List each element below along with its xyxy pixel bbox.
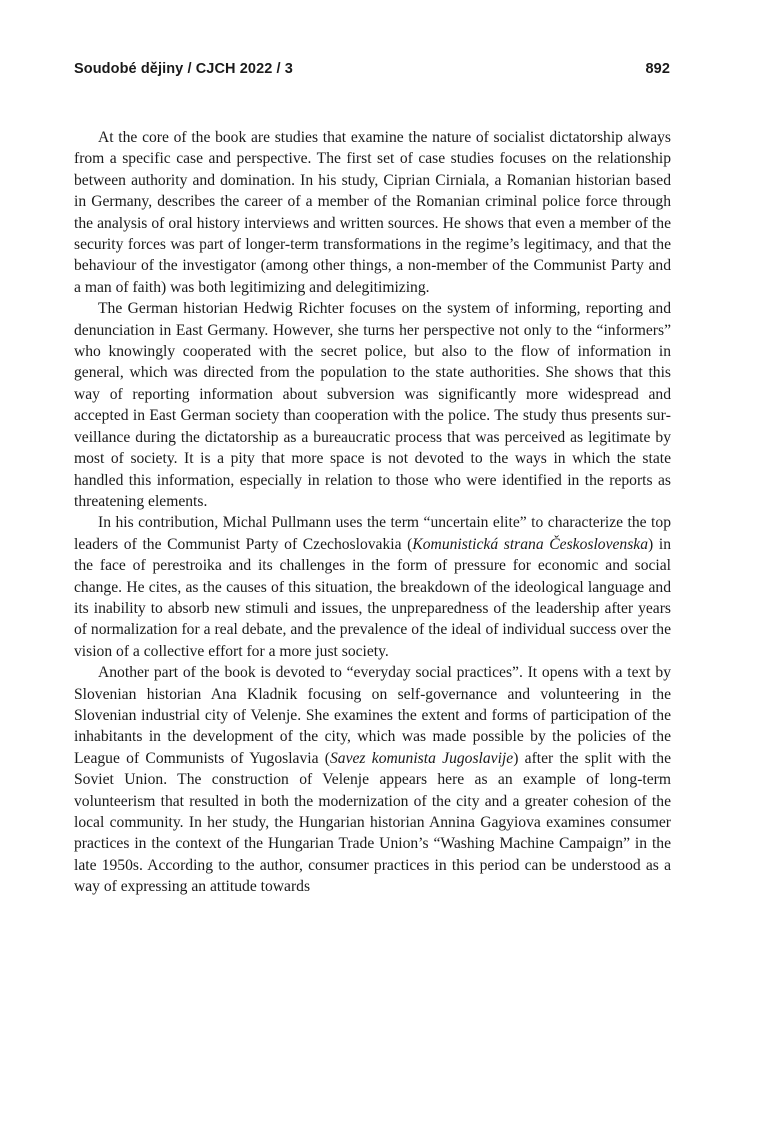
journal-title: Soudobé dějiny / CJCH 2022 / 3	[74, 61, 293, 77]
page-number: 892	[645, 61, 670, 77]
paragraph-text: ) in the face of perestroika and its challenges in the form of pressure for economic and social change. He cites, as the causes of this situation, the breakdown of the ideological language and its inability to absorb new stimuli and issues, the unpreparedness of the leadership after years of normalization for a real debate, and the prevalence of the ideal of individual success over the vision of a collective effort for a more just society.	[74, 535, 671, 660]
italic-term: Komunistická strana Československa	[412, 535, 649, 553]
italic-term: Savez komunista Jugoslavije	[330, 749, 514, 767]
paragraph-pullmann	[74, 512, 671, 662]
paragraph-core-studies: At the core of the book are studies that examine the nature of socialist dictatorship always from a specific case and perspective. The first set of case studies focuses on the relationship between authority and domination. In his study, Ciprian Cirniala, a Romanian historian based in Germany, describes the career of a member of the Romanian criminal police force through the analysis of oral history interviews and written sources. He shows that even a member of the security forces was part of longer-term transformations in the regime’s legitimacy, and that the behaviour of the investigator (among other things, a non-member of the Communist Party and a man of faith) was both legitimizing and delegitimizing.	[74, 129, 671, 296]
paragraph-text: ) after the split with the Soviet Union. The construction of Velenje appears here as an example of long-term volunteerism that resulted in both the modernization of the city and a greater cohesion of the local community. In her study, the Hungarian historian Annina Gagyiova examines consumer practices in the context of the Hungarian Trade Union’s “Washing Machine Campaign” in the late 1950s. According to the author, consumer practices in this period can be understood as a way of expressing an attitude towards	[74, 749, 671, 896]
paragraph-richter: The German historian Hedwig Richter focuses on the system of informing, reporting and denunciation in East Germany. However, she turns her perspective not only to the “informers” who knowingly cooperated with the secret police, but also to the flow of information in general, which was directed from the population to the state authorities. She shows that this way of reporting information about subversion was significantly more widespread and accepted in East German society than cooperation with the police. The study thus presents surveillance during the dictatorship as a bureaucratic process that was perceived as legitimate by most of society. It is a pity that more space is not devoted to the ways in which the state handled this information, especially in relation to those who were identified in the reports as threatening elements.	[74, 300, 671, 510]
paragraph-text: In his contribution, Michal Pullmann uses the term “uncertain elite” to characterize the top leaders of the Communist Party of Czechoslovakia (	[74, 514, 671, 553]
running-header	[74, 61, 670, 81]
article-body	[74, 127, 671, 898]
paragraph-everyday-practices	[74, 662, 671, 897]
paragraph-text: Another part of the book is devoted to “everyday social practices”. It opens with a text by Slovenian historian Ana Kladnik focusing on self-governance and volunteering in the Slovenian industrial city of Velenje. She examines the extent and forms of participation of the inhabitants in the development of the city, which was made possible by the policies of the League of Communists of Yugoslavia (	[74, 664, 671, 767]
